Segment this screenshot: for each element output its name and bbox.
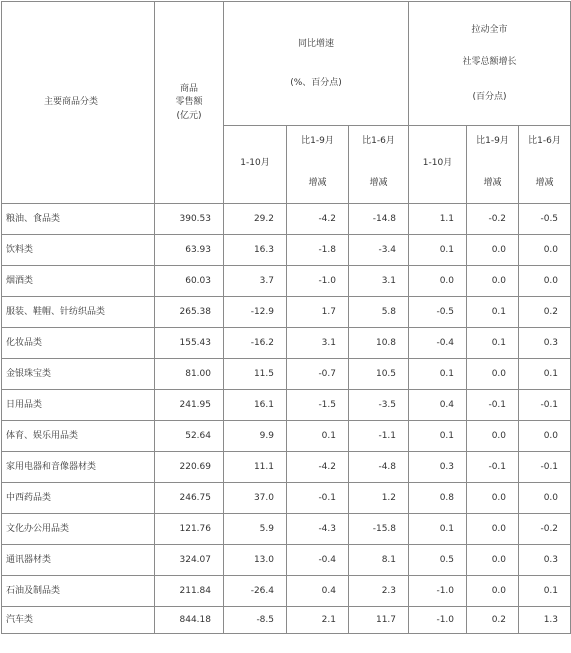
growth-vs-1-6-cell: 2.3 [349,576,409,607]
category-cell: 汽车类 [2,607,155,634]
growth-vs-1-9-cell: -0.4 [287,545,349,576]
growth-vs-1-6-cell: -3.5 [349,390,409,421]
pull-vs-1-9-cell: 0.0 [467,235,519,266]
sales-cell: 246.75 [155,483,224,514]
category-cell: 饮料类 [2,235,155,266]
growth-1-10-cell: 9.9 [224,421,287,452]
table-row [2,421,571,452]
growth-vs-1-6-cell: -14.8 [349,204,409,235]
header-growth-vs-1-9-label: 比1-9月 [301,136,334,146]
category-cell: 石油及制品类 [2,576,155,607]
table-row [2,514,571,545]
category-cell: 日用品类 [2,390,155,421]
header-pull-vs-1-6 [519,126,571,204]
category-cell: 文化办公用品类 [2,514,155,545]
growth-vs-1-6-cell: 11.7 [349,607,409,634]
pull-vs-1-6-cell: 0.0 [519,483,571,514]
pull-1-10-cell: -1.0 [409,576,467,607]
category-cell: 家用电器和音像器材类 [2,452,155,483]
pull-vs-1-6-cell: 0.1 [519,576,571,607]
growth-vs-1-6-cell: -1.1 [349,421,409,452]
category-cell: 化妆品类 [2,328,155,359]
table-body [2,204,571,634]
growth-vs-1-6-cell: 10.5 [349,359,409,390]
growth-1-10-cell: -16.2 [224,328,287,359]
growth-1-10-cell: 37.0 [224,483,287,514]
growth-vs-1-9-cell: 0.1 [287,421,349,452]
header-pull-1-10 [409,126,467,204]
sales-cell: 52.64 [155,421,224,452]
pull-vs-1-9-cell: -0.2 [467,204,519,235]
table-row [2,390,571,421]
pull-vs-1-9-cell: 0.1 [467,297,519,328]
header-growth-1-10-label: 1-10月 [240,158,270,168]
header-pull-vs-1-9-label: 比1-9月 [476,136,509,146]
pull-vs-1-9-cell: 0.0 [467,576,519,607]
sales-cell: 265.38 [155,297,224,328]
growth-vs-1-6-cell: 8.1 [349,545,409,576]
pull-1-10-cell: 0.0 [409,266,467,297]
pull-vs-1-6-cell: 0.0 [519,421,571,452]
header-growth-vs-1-6 [349,126,409,204]
growth-vs-1-9-cell: -0.1 [287,483,349,514]
growth-1-10-cell: 29.2 [224,204,287,235]
growth-vs-1-6-cell: 5.8 [349,297,409,328]
growth-1-10-cell: 16.1 [224,390,287,421]
pull-vs-1-9-cell: 0.0 [467,421,519,452]
pull-vs-1-6-cell: 0.1 [519,359,571,390]
sales-cell: 220.69 [155,452,224,483]
growth-vs-1-9-cell: 0.4 [287,576,349,607]
sales-cell: 155.43 [155,328,224,359]
category-cell: 金银珠宝类 [2,359,155,390]
pull-vs-1-6-cell: 0.0 [519,266,571,297]
pull-vs-1-6-cell: 0.0 [519,235,571,266]
table-row [2,607,571,634]
growth-vs-1-9-cell: -4.2 [287,204,349,235]
sales-cell: 324.07 [155,545,224,576]
header-growth-sub: (%、百分点) [290,77,342,88]
pull-1-10-cell: 0.1 [409,421,467,452]
pull-vs-1-6-cell: -0.1 [519,452,571,483]
growth-vs-1-9-cell: -1.5 [287,390,349,421]
pull-vs-1-9-cell: 0.2 [467,607,519,634]
growth-vs-1-9-cell: -4.3 [287,514,349,545]
pull-vs-1-6-cell: 0.2 [519,297,571,328]
growth-1-10-cell: -12.9 [224,297,287,328]
header-pull-vs-1-6-change: 增减 [535,178,554,189]
growth-vs-1-9-cell: -4.2 [287,452,349,483]
growth-1-10-cell: 13.0 [224,545,287,576]
header-sales [155,2,224,204]
pull-vs-1-6-cell: 1.3 [519,607,571,634]
growth-vs-1-6-cell: -15.8 [349,514,409,545]
header-sales-line2: 零售额 [175,97,203,108]
growth-1-10-cell: 5.9 [224,514,287,545]
header-pull-vs-1-9-change: 增减 [483,178,502,189]
pull-1-10-cell: 0.8 [409,483,467,514]
pull-1-10-cell: 0.3 [409,452,467,483]
category-cell: 粮油、食品类 [2,204,155,235]
sales-cell: 81.00 [155,359,224,390]
pull-vs-1-6-cell: 0.3 [519,545,571,576]
growth-vs-1-9-cell: -1.0 [287,266,349,297]
sales-cell: 60.03 [155,266,224,297]
sales-cell: 390.53 [155,204,224,235]
pull-1-10-cell: -0.5 [409,297,467,328]
sales-cell: 121.76 [155,514,224,545]
header-growth-vs-1-9 [287,126,349,204]
pull-1-10-cell: 0.1 [409,514,467,545]
growth-1-10-cell: -8.5 [224,607,287,634]
growth-1-10-cell: 16.3 [224,235,287,266]
table-row [2,359,571,390]
growth-vs-1-6-cell: 3.1 [349,266,409,297]
growth-vs-1-6-cell: -4.8 [349,452,409,483]
pull-vs-1-9-cell: -0.1 [467,390,519,421]
header-growth-group [224,2,409,126]
growth-vs-1-9-cell: 1.7 [287,297,349,328]
growth-vs-1-9-cell: 2.1 [287,607,349,634]
header-pull-vs-1-6-label: 比1-6月 [528,136,561,146]
pull-1-10-cell: 1.1 [409,204,467,235]
category-cell: 烟酒类 [2,266,155,297]
header-sales-line3: (亿元) [176,110,202,121]
header-growth-vs-1-9-change: 增减 [308,178,327,189]
category-cell: 中西药品类 [2,483,155,514]
growth-vs-1-9-cell: -0.7 [287,359,349,390]
header-sales-line1: 商品 [179,83,198,94]
pull-1-10-cell: -1.0 [409,607,467,634]
growth-vs-1-6-cell: -3.4 [349,235,409,266]
pull-vs-1-9-cell: 0.1 [467,328,519,359]
table-row [2,297,571,328]
header-growth-vs-1-6-change: 增减 [369,178,388,189]
sales-cell: 211.84 [155,576,224,607]
table-row [2,235,571,266]
pull-vs-1-9-cell: 0.0 [467,359,519,390]
pull-1-10-cell: -0.4 [409,328,467,359]
table-row [2,483,571,514]
growth-vs-1-6-cell: 1.2 [349,483,409,514]
table-row [2,545,571,576]
retail-sales-table [1,1,571,634]
pull-vs-1-9-cell: 0.0 [467,545,519,576]
sales-cell: 844.18 [155,607,224,634]
growth-vs-1-9-cell: 3.1 [287,328,349,359]
pull-vs-1-6-cell: 0.3 [519,328,571,359]
growth-vs-1-9-cell: -1.8 [287,235,349,266]
pull-vs-1-9-cell: 0.0 [467,266,519,297]
pull-1-10-cell: 0.1 [409,359,467,390]
table-row [2,266,571,297]
table-row [2,452,571,483]
category-cell: 通讯器材类 [2,545,155,576]
category-cell: 服装、鞋帽、针纺织品类 [2,297,155,328]
header-pull-line1: 拉动全市 [471,24,508,35]
category-cell: 体育、娱乐用品类 [2,421,155,452]
pull-vs-1-6-cell: -0.5 [519,204,571,235]
header-pull-line3: (百分点) [472,91,507,102]
growth-1-10-cell: 11.5 [224,359,287,390]
header-pull-1-10-label: 1-10月 [422,158,453,168]
growth-1-10-cell: -26.4 [224,576,287,607]
table-row [2,204,571,235]
pull-1-10-cell: 0.5 [409,545,467,576]
header-growth-1-10 [224,126,287,204]
growth-1-10-cell: 3.7 [224,266,287,297]
pull-1-10-cell: 0.1 [409,235,467,266]
sales-cell: 241.95 [155,390,224,421]
pull-vs-1-6-cell: -0.1 [519,390,571,421]
header-category: 主要商品分类 [2,2,155,204]
pull-1-10-cell: 0.4 [409,390,467,421]
growth-vs-1-6-cell: 10.8 [349,328,409,359]
header-pull-line2: 社零总额增长 [462,57,517,68]
growth-1-10-cell: 11.1 [224,452,287,483]
pull-vs-1-9-cell: 0.0 [467,514,519,545]
header-pull-vs-1-9 [467,126,519,204]
pull-vs-1-9-cell: 0.0 [467,483,519,514]
table-row [2,576,571,607]
header-growth-vs-1-6-label: 比1-6月 [362,136,395,146]
table-row [2,328,571,359]
pull-vs-1-6-cell: -0.2 [519,514,571,545]
sales-cell: 63.93 [155,235,224,266]
header-growth-title: 同比增速 [298,39,335,50]
pull-vs-1-9-cell: -0.1 [467,452,519,483]
header-pull-group [409,2,571,126]
